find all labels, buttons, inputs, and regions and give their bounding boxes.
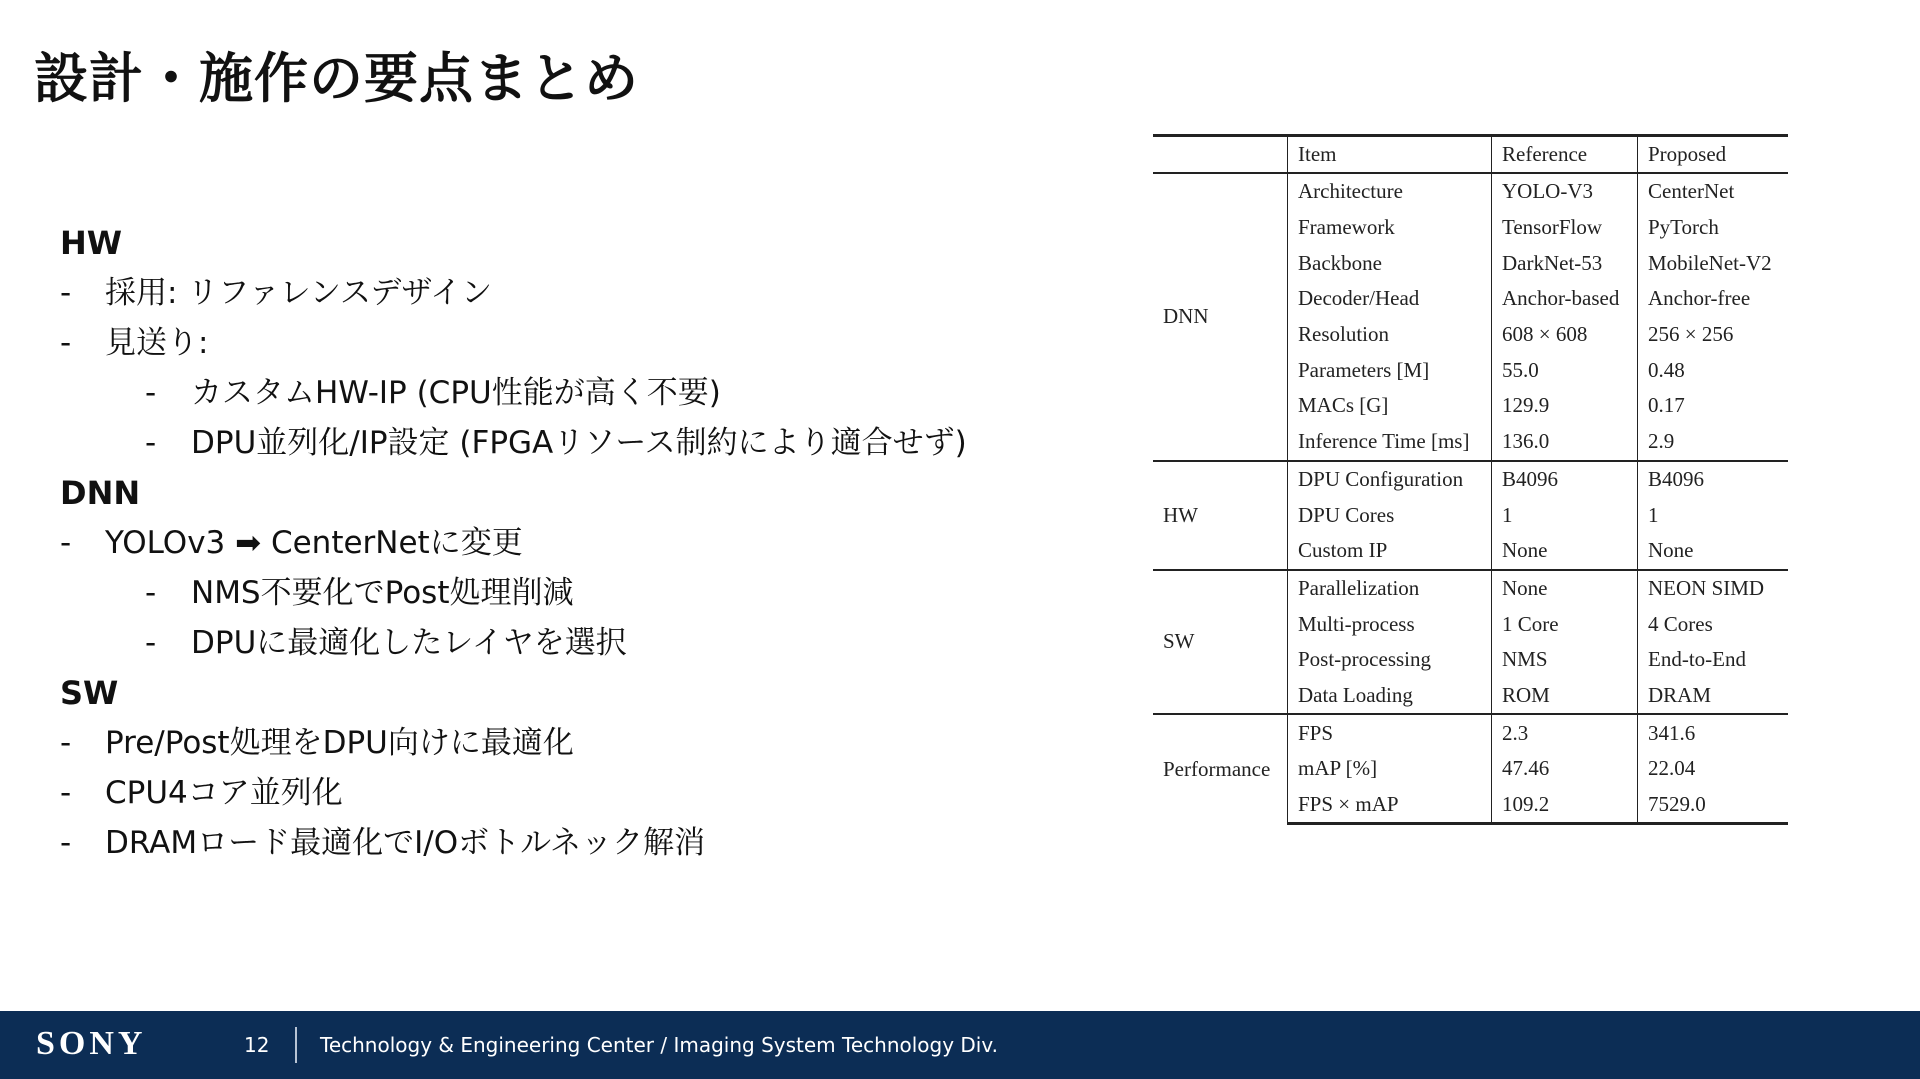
bullet-text: Pre/Post処理をDPU向けに最適化 (105, 725, 574, 761)
table-cell: 129.9 (1492, 388, 1638, 424)
table-row (1153, 714, 1788, 751)
table-cell: 256 × 256 (1648, 322, 1734, 347)
table-cell: B4096 (1492, 461, 1638, 498)
bullet-item (60, 518, 1100, 568)
footer-text: Technology & Engineering Center / Imaging System Technology Div. (320, 1033, 999, 1057)
table-cell: TensorFlow (1492, 210, 1638, 246)
page-title: 設計・施作の要点まとめ (34, 47, 639, 110)
table-cell: mAP [%] (1288, 751, 1492, 787)
bullet-dash: - (145, 375, 157, 411)
table-cell: 0.48 (1648, 357, 1685, 382)
table-row (1153, 461, 1788, 498)
bullet-item (60, 418, 1100, 468)
table-row (1153, 570, 1788, 607)
table-cell: Custom IP (1288, 533, 1492, 570)
table-cell: 22.04 (1648, 756, 1696, 781)
section-heading: DNN (60, 474, 141, 512)
table-cell: Parallelization (1288, 570, 1492, 607)
table-group-label: SW (1153, 570, 1288, 715)
page-number: 12 (244, 1033, 270, 1057)
table-cell: 1 Core (1492, 606, 1638, 642)
bullet-text: カスタムHW-IP (CPU性能が高く不要) (191, 375, 721, 411)
bullet-dash: - (60, 525, 72, 561)
section-heading: SW (60, 674, 119, 712)
table-cell: DPU Cores (1288, 497, 1492, 533)
table-cell: DPU Configuration (1288, 461, 1492, 498)
bullet-list (60, 218, 1100, 868)
bullet-item (60, 718, 1100, 768)
table-cell: Decoder/Head (1288, 281, 1492, 317)
table-cell: 136.0 (1492, 424, 1638, 461)
table-cell: MobileNet-V2 (1648, 250, 1772, 275)
bullet-text: DRAMロード最適化でI/Oボトルネック解消 (105, 825, 706, 861)
table-cell: Multi-process (1288, 606, 1492, 642)
comparison-table (1153, 134, 1788, 825)
bullet-dash: - (145, 575, 157, 611)
table-cell: 2.3 (1492, 714, 1638, 751)
table-cell: 341.6 (1638, 714, 1789, 751)
table-row (1153, 173, 1788, 210)
table-cell: 7529.0 (1638, 787, 1789, 824)
bullet-dash: - (60, 275, 72, 311)
table-group-label: HW (1153, 461, 1288, 570)
table-cell: 0.17 (1648, 393, 1685, 418)
table-cell: Framework (1288, 210, 1492, 246)
footer-bar (0, 1011, 1920, 1079)
bullet-dash: - (60, 825, 72, 861)
table-cell: B4096 (1638, 461, 1789, 498)
table-cell: DarkNet-53 (1492, 245, 1638, 281)
table-cell: 47.46 (1492, 751, 1638, 787)
section-heading: HW (60, 224, 123, 262)
table-cell: Resolution (1288, 317, 1492, 353)
bullet-text: DPU並列化/IP設定 (FPGAリソース制約により適合せず) (191, 425, 967, 461)
sony-logo: SONY (36, 1025, 147, 1062)
table-cell: 608 × 608 (1492, 317, 1638, 353)
bullet-text: 見送り: (105, 325, 209, 361)
table-cell: CenterNet (1638, 173, 1789, 210)
bullet-item (60, 818, 1100, 868)
footer-divider (295, 1027, 297, 1063)
bullet-item (60, 618, 1100, 668)
table-cell: None (1492, 570, 1638, 607)
table-cell: DRAM (1648, 682, 1712, 707)
bullet-text: CPU4コア並列化 (105, 775, 343, 811)
table-cell: ROM (1492, 678, 1638, 715)
table-cell: YOLO-V3 (1492, 173, 1638, 210)
table-cell: FPS (1288, 714, 1492, 751)
table-cell: PyTorch (1648, 215, 1719, 240)
bullet-dash: - (145, 625, 157, 661)
table-cell: Data Loading (1288, 678, 1492, 715)
table-group-label: DNN (1153, 173, 1288, 461)
table-cell: FPS × mAP (1288, 787, 1492, 824)
table-header-cell: Item (1288, 136, 1492, 174)
table-cell: Post-processing (1288, 642, 1492, 678)
bullet-dash: - (60, 775, 72, 811)
table-cell: NEON SIMD (1638, 570, 1789, 607)
table-cell: None (1648, 538, 1694, 563)
table-cell: Inference Time [ms] (1288, 424, 1492, 461)
table-header-cell: Proposed (1638, 136, 1789, 174)
table-cell: MACs [G] (1288, 388, 1492, 424)
table-cell: Anchor-free (1648, 286, 1751, 311)
table-cell: 1 (1492, 497, 1638, 533)
table-cell: NMS (1492, 642, 1638, 678)
bullet-item (60, 268, 1100, 318)
bullet-text: DPUに最適化したレイヤを選択 (191, 625, 627, 661)
bullet-item (60, 318, 1100, 368)
table-cell: 109.2 (1492, 787, 1638, 824)
table-cell: 4 Cores (1648, 611, 1713, 636)
table-cell: 2.9 (1648, 429, 1675, 454)
bullet-dash: - (145, 425, 157, 461)
table-cell: Anchor-based (1492, 281, 1638, 317)
table-cell: Architecture (1288, 173, 1492, 210)
table-header-row (1153, 136, 1788, 174)
bullet-item (60, 568, 1100, 618)
bullet-dash: - (60, 325, 72, 361)
table-group-label: Performance (1153, 714, 1288, 824)
table-header-cell (1153, 136, 1288, 174)
bullet-text: 採用: リファレンスデザイン (105, 275, 493, 311)
table-cell: 55.0 (1492, 352, 1638, 388)
bullet-dash: - (60, 725, 72, 761)
table-cell: End-to-End (1648, 647, 1746, 672)
table-cell: 1 (1648, 502, 1659, 527)
bullet-item (60, 368, 1100, 418)
table-cell: Parameters [M] (1288, 352, 1492, 388)
table-cell: None (1492, 533, 1638, 570)
bullet-item (60, 768, 1100, 818)
table-cell: Backbone (1288, 245, 1492, 281)
bullet-text: YOLOv3 ➡ CenterNetに変更 (105, 525, 523, 561)
bullet-text: NMS不要化でPost処理削減 (191, 575, 574, 611)
table-header-cell: Reference (1492, 136, 1638, 174)
